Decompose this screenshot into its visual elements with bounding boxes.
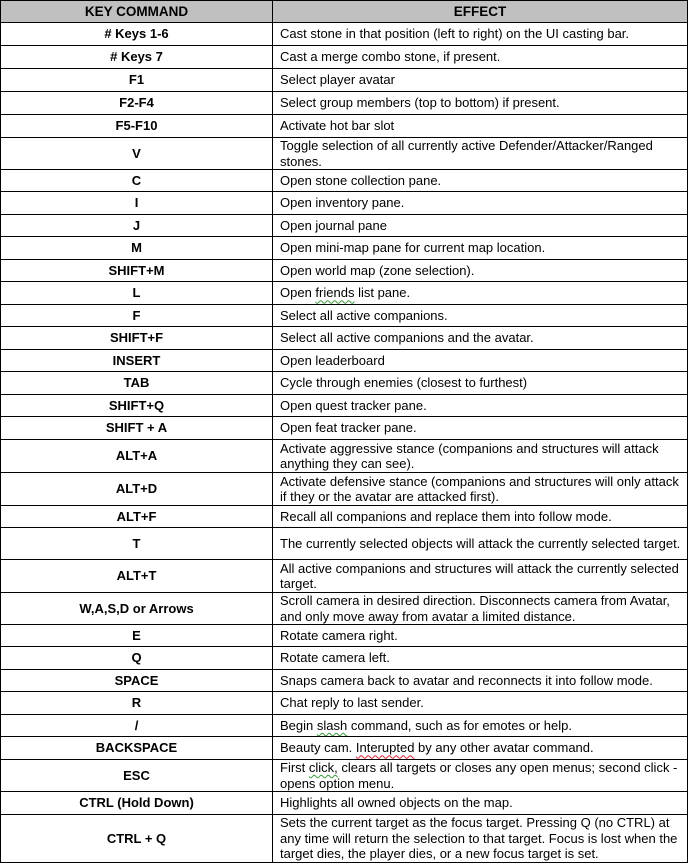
table-row [1, 792, 688, 815]
table-row [1, 92, 688, 115]
effect-cell [273, 737, 688, 760]
effect-cell: All active companions and structures will attack the currently selected target. [273, 560, 688, 593]
table-row [1, 670, 688, 692]
table-row [1, 528, 688, 560]
key-command-cell: F5-F10 [1, 115, 273, 138]
key-command-cell: BACKSPACE [1, 737, 273, 760]
table-row [1, 350, 688, 372]
effect-cell: Activate aggressive stance (companions and structures will attack anything they can see). [273, 440, 688, 473]
effect-cell: Sets the current target as the focus target. Pressing Q (no CTRL) at any time will return the selection to that target. Focus is lost when the target dies, the player dies, or a new focus target is set. [273, 815, 688, 863]
effect-cell: Snaps camera back to avatar and reconnects it into follow mode. [273, 670, 688, 692]
effect-text: clears all targets or closes any open menus; second click - opens option menu. [280, 760, 678, 791]
key-command-cell: R [1, 692, 273, 715]
effect-cell: Open world map (zone selection). [273, 260, 688, 282]
key-command-cell: I [1, 192, 273, 215]
effect-cell: Cast stone in that position (left to right) on the UI casting bar. [273, 23, 688, 46]
table-row [1, 46, 688, 69]
key-command-cell: C [1, 170, 273, 192]
key-command-cell: # Keys 1-6 [1, 23, 273, 46]
effect-cell: Chat reply to last sender. [273, 692, 688, 715]
key-command-cell: F1 [1, 69, 273, 92]
table-row [1, 23, 688, 46]
effect-cell: The currently selected objects will attack the currently selected target. [273, 528, 688, 560]
table-row [1, 440, 688, 473]
effect-cell: Select group members (top to bottom) if present. [273, 92, 688, 115]
table-row [1, 372, 688, 395]
key-command-cell: / [1, 715, 273, 737]
effect-cell: Rotate camera left. [273, 647, 688, 670]
key-command-cell: SHIFT+F [1, 327, 273, 350]
spellcheck-marked-word: slash [316, 717, 348, 733]
key-command-cell: J [1, 215, 273, 237]
key-command-cell: ALT+D [1, 473, 273, 506]
table-body [1, 23, 688, 863]
effect-text: list pane. [354, 285, 411, 301]
table-row [1, 305, 688, 327]
effect-cell: Scroll camera in desired direction. Disconnects camera from Avatar, and only move away from avatar a limited distance. [273, 593, 688, 625]
header-key-command: KEY COMMAND [1, 1, 273, 23]
key-command-cell: CTRL (Hold Down) [1, 792, 273, 815]
key-command-cell: SHIFT + A [1, 417, 273, 440]
table-row [1, 715, 688, 737]
effect-text: Beauty cam. [280, 740, 356, 756]
key-command-cell: ALT+F [1, 506, 273, 528]
table-row [1, 192, 688, 215]
key-command-cell: L [1, 282, 273, 305]
effect-cell: Rotate camera right. [273, 625, 688, 647]
table-row [1, 506, 688, 528]
table-row [1, 593, 688, 625]
effect-cell: Open stone collection pane. [273, 170, 688, 192]
effect-text: by any other avatar command. [414, 740, 594, 756]
key-command-cell: TAB [1, 372, 273, 395]
table-row [1, 417, 688, 440]
table-row [1, 625, 688, 647]
effect-cell: Recall all companions and replace them into follow mode. [273, 506, 688, 528]
key-command-cell: V [1, 138, 273, 170]
effect-cell: Open leaderboard [273, 350, 688, 372]
spellcheck-marked-word: Interupted [355, 740, 415, 756]
effect-cell [273, 282, 688, 305]
key-command-cell: F [1, 305, 273, 327]
spellcheck-marked-word: click, [308, 760, 338, 775]
effect-cell: Open journal pane [273, 215, 688, 237]
key-command-cell: T [1, 528, 273, 560]
effect-cell: Select player avatar [273, 69, 688, 92]
key-command-cell: ALT+T [1, 560, 273, 593]
table-row [1, 215, 688, 237]
table-row [1, 647, 688, 670]
effect-cell: Open mini-map pane for current map location. [273, 237, 688, 260]
table-row [1, 69, 688, 92]
effect-text: First [280, 760, 309, 775]
effect-cell: Select all active companions and the avatar. [273, 327, 688, 350]
effect-cell: Select all active companions. [273, 305, 688, 327]
effect-cell: Highlights all owned objects on the map. [273, 792, 688, 815]
table-row [1, 170, 688, 192]
table-row [1, 473, 688, 506]
effect-cell: Open inventory pane. [273, 192, 688, 215]
table-row [1, 237, 688, 260]
effect-cell: Activate hot bar slot [273, 115, 688, 138]
table-row [1, 327, 688, 350]
key-command-cell: INSERT [1, 350, 273, 372]
effect-text: Begin [280, 717, 317, 733]
key-command-cell: ALT+A [1, 440, 273, 473]
key-command-cell: CTRL + Q [1, 815, 273, 863]
key-command-cell: # Keys 7 [1, 46, 273, 69]
table-row [1, 395, 688, 417]
effect-cell: Toggle selection of all currently active Defender/Attacker/Ranged stones. [273, 138, 688, 170]
key-command-cell: ESC [1, 760, 273, 792]
key-command-cell: F2-F4 [1, 92, 273, 115]
header-effect: EFFECT [273, 1, 688, 23]
effect-cell: Cast a merge combo stone, if present. [273, 46, 688, 69]
table-header-row [1, 1, 688, 23]
table-row [1, 138, 688, 170]
key-command-cell: M [1, 237, 273, 260]
table-row [1, 815, 688, 863]
table-row [1, 282, 688, 305]
table-row [1, 737, 688, 760]
effect-cell: Activate defensive stance (companions and structures will only attack if they or the avatar are attacked first). [273, 473, 688, 506]
table-row [1, 260, 688, 282]
effect-cell [273, 715, 688, 737]
effect-cell: Open quest tracker pane. [273, 395, 688, 417]
effect-text: command, such as for emotes or help. [347, 717, 572, 733]
key-command-cell: E [1, 625, 273, 647]
table-row [1, 560, 688, 593]
key-command-cell: SHIFT+M [1, 260, 273, 282]
key-command-cell: SPACE [1, 670, 273, 692]
effect-cell [273, 760, 688, 792]
table-row [1, 115, 688, 138]
spellcheck-marked-word: friends [315, 285, 355, 301]
effect-text: Open [280, 285, 316, 301]
key-command-cell: SHIFT+Q [1, 395, 273, 417]
effect-cell: Open feat tracker pane. [273, 417, 688, 440]
key-command-cell: W,A,S,D or Arrows [1, 593, 273, 625]
effect-cell: Cycle through enemies (closest to furthest) [273, 372, 688, 395]
table-row [1, 760, 688, 792]
table-row [1, 692, 688, 715]
key-command-cell: Q [1, 647, 273, 670]
